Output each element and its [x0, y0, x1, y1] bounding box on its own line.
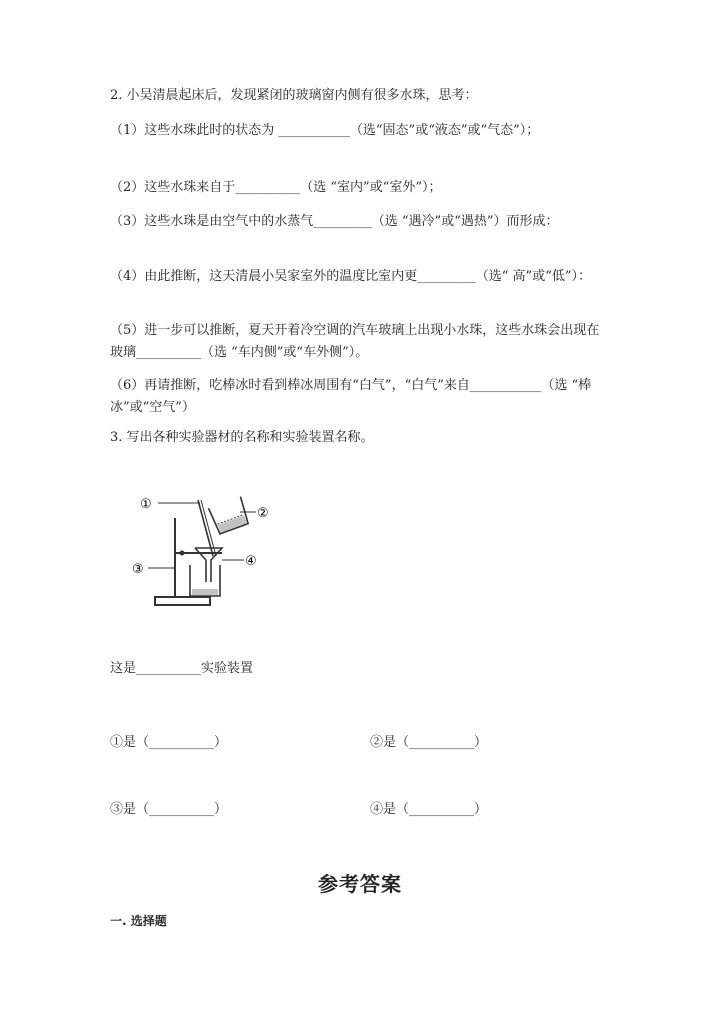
blank-4: ④是（__________） — [370, 802, 488, 817]
q2-item-5: （5）进一步可以推断，夏天开着冷空调的汽车玻璃上出现小水珠，这些水珠会出现在玻璃__________（选 “车内侧”或“车外侧”）。 — [110, 323, 600, 360]
question-3-stem: 3. 写出各种实验器材的名称和实验装置名称。 — [110, 430, 374, 445]
label-4: ④ — [245, 554, 257, 569]
label-3: ③ — [132, 562, 144, 577]
q2-item-2: （2）这些水珠来自于__________（选 “室内”或“室外”）； — [110, 180, 442, 195]
q2-item-3: （3）这些水珠是由空气中的水蒸气_________（选 “遇冷”或“遇热”）而形成： — [110, 214, 559, 229]
answer-section-heading: 一. 选择题 — [110, 914, 167, 928]
stand-base — [155, 597, 210, 605]
q2-item-4: （4）由此推断，这天清晨小吴家室外的温度比室内更_________（选“ 高”或“低”）： — [110, 269, 591, 284]
filtration-apparatus-diagram — [120, 490, 280, 620]
blank-3: ③是（__________） — [110, 802, 228, 817]
blank-1: ①是（__________） — [110, 735, 228, 750]
clamp-knob — [180, 551, 185, 556]
question-2-stem: 2. 小吴清晨起床后，发现紧闭的玻璃窗内侧有很多水珠，思考： — [110, 88, 478, 103]
label-2: ② — [257, 506, 269, 521]
q2-item-6: （6）再请推断，吃棒冰时看到棒冰周围有“白气”，“白气”来自___________（选 “棒冰”或“空气”） — [110, 378, 592, 415]
answer-title: 参考答案 — [318, 872, 402, 896]
blank-2: ②是（__________） — [370, 735, 488, 750]
label-1: ① — [140, 497, 152, 512]
q2-item-1: （1）这些水珠此时的状态为 ___________（选“固态”或“液态”或“气态”）； — [110, 123, 540, 138]
pouring-beaker — [209, 497, 251, 535]
device-name-line: 这是__________实验装置 — [110, 661, 254, 676]
